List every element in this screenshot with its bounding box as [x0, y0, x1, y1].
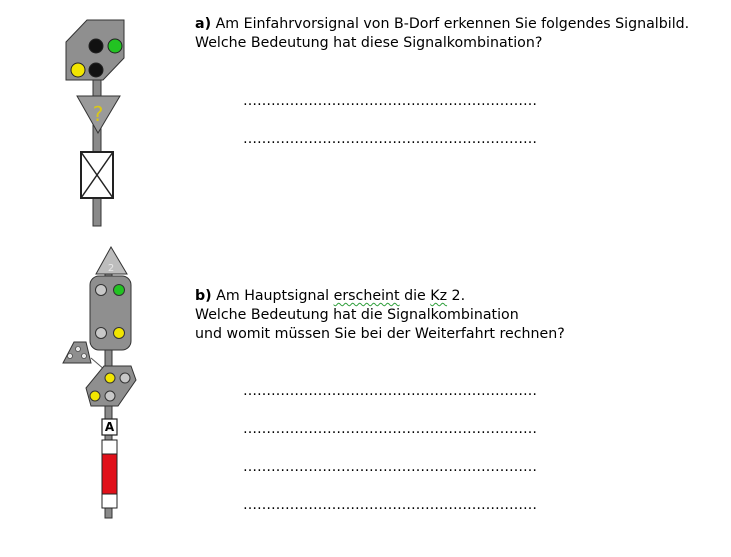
question-a-text: Am Einfahrvorsignal von B-Dorf erkennen Sie folgendes Signalbild.	[215, 16, 690, 32]
answer-line-a-1[interactable]: ………………………………………………………	[243, 93, 537, 109]
signal-b-marker-red	[102, 454, 117, 494]
signal-b-lamp-unlit-2	[96, 328, 107, 339]
question-b-line1	[195, 288, 465, 305]
signal-b-marker-white-top	[102, 440, 117, 454]
answer-line-b-2[interactable]: ………………………………………………………	[243, 421, 537, 437]
question-a-line2: Welche Bedeutung hat diese Signalkombination?	[195, 35, 543, 51]
signal-b-lower-lamp-unlit-2	[105, 391, 115, 401]
question-b-line2: Welche Bedeutung hat die Signalkombination	[195, 307, 519, 323]
answer-line-b-1[interactable]: ………………………………………………………	[243, 383, 537, 399]
signal-a-vorsignal	[66, 20, 124, 226]
signal-b-marker-white-bottom	[102, 494, 117, 508]
question-b-text-pre: Am Hauptsignal	[216, 288, 334, 304]
question-b-word-erscheint: erscheint	[333, 288, 400, 304]
answer-line-a-2[interactable]: ………………………………………………………	[243, 131, 537, 147]
signal-b-lower-lamp-yellow-1	[105, 373, 115, 383]
signal-b-side-indicator	[63, 342, 91, 363]
signal-b-lower-lamp-unlit-1	[120, 373, 130, 383]
question-a-line1	[195, 16, 689, 33]
answer-line-b-4[interactable]: ………………………………………………………	[243, 497, 537, 513]
signal-b-plate-letter: A	[104, 420, 115, 434]
signal-b-lamp-green	[114, 285, 125, 296]
svg-text:2: 2	[107, 263, 115, 274]
signal-a-lamp-green	[108, 39, 122, 53]
question-b-text-post: 2.	[447, 288, 466, 304]
signal-a-mast	[93, 60, 101, 226]
signal-b-lamp-yellow	[114, 328, 125, 339]
signal-b-lower-lamp-yellow-2	[90, 391, 100, 401]
signal-b-lamp-unlit-1	[96, 285, 107, 296]
signal-a-lamp-dark-1	[89, 39, 103, 53]
signal-b-hauptsignal	[63, 247, 136, 518]
signal-a-lamp-yellow	[71, 63, 85, 77]
question-a-label: a)	[195, 16, 212, 32]
question-b-line3: und womit müssen Sie bei der Weiterfahrt rechnen?	[195, 326, 565, 342]
question-b-label: b)	[195, 288, 212, 304]
question-b-word-kz: Kz	[430, 288, 448, 304]
question-b-text-mid: die	[399, 288, 431, 304]
signal-a-lamp-dark-2	[89, 63, 103, 77]
answer-line-b-3[interactable]: ………………………………………………………	[243, 459, 537, 475]
svg-text:?: ?	[92, 102, 104, 126]
